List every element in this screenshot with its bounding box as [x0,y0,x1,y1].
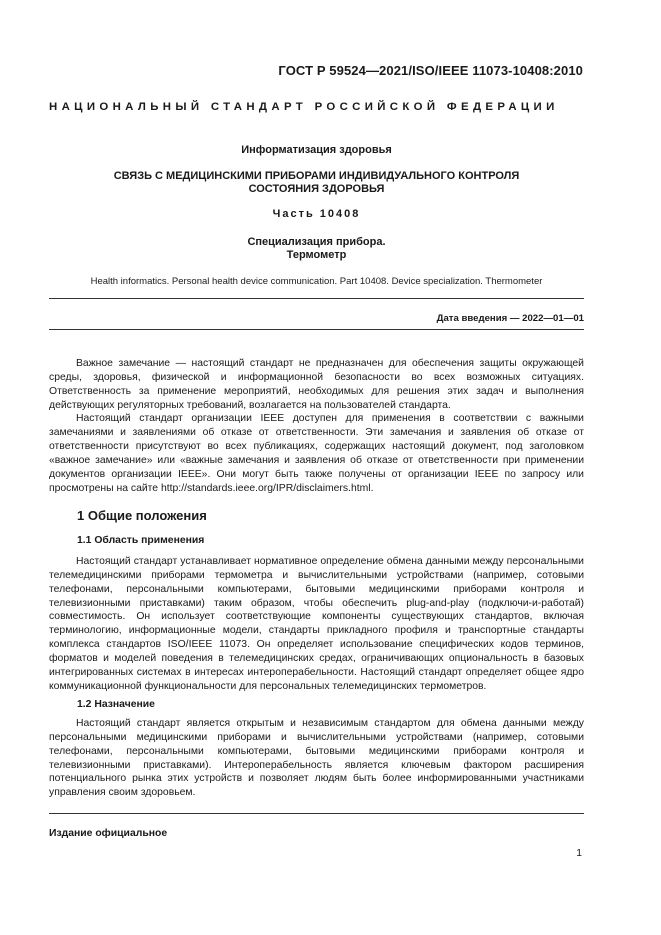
document-title [49,170,584,196]
section-1-2-heading: 1.2 Назначение [77,699,155,710]
section-1-1-body [49,555,584,693]
standard-number: ГОСТ Р 59524—2021/ISO/IEEE 11073-10408:2010 [278,63,583,78]
purpose-paragraph: Настоящий стандарт является открытым и независимым стандартом для обмена данными между персональными медицинскими приборами и вычислительными устройствами (например, сотовыми телефонами, персональными компьютерами, бытовыми медицинскими приборами контроля и телевизионными приставками). Интероперабельность является ключевым фактором расширения потенциального рынка этих устройств и позволяет людям быть более информированными участниками управления своим здоровьем. [49,718,584,799]
effective-date: Дата введения — 2022—01—01 [436,313,584,324]
page-number: 1 [576,848,582,859]
date-divider [49,329,584,330]
document-title-line-2: СОСТОЯНИЯ ЗДОРОВЬЯ [248,183,385,195]
scope-paragraph: Настоящий стандарт устанавливает нормативное определение обмена данными между персональными телемедицинскими приборами термометра и вычислительными устройствами (например, сотовыми телефонами, персональными компьютерами, бытовыми медицинскими приборами контроля и телевизионными приставками) таким образом, чтобы обеспечить plug-and-play (подключи-и-работай) совместимость. Он использует соответствующие компоненты существующих стандартов, включая терминологию, информационные модели, стандарты прикладного профиля и транспортные стандарты комплекса стандартов ISO/IEEE 11073. Он определяет использование специфических кодов терминов, форматов и моделей поведения в телемедицинских средах, ограничивающих опциональность в базовых интегрированных системах в интересах интероперабельности. Настоящий стандарт определяет общее ядро коммуникационной функциональности для персональных телемедицинских термометров. [49,556,584,692]
official-edition-label: Издание официальное [49,828,168,839]
document-title-line-1: СВЯЗЬ С МЕДИЦИНСКИМИ ПРИБОРАМИ ИНДИВИДУАЛЬНОГО КОНТРОЛЯ [113,170,520,182]
device-specialization-line-1: Специализация прибора. [247,236,386,248]
intro-section [49,357,584,495]
device-specialization [49,236,584,262]
top-divider [49,298,584,299]
device-specialization-line-2: Термометр [286,249,347,261]
important-notice-paragraph: Важное замечание — настоящий стандарт не предназначен для обеспечения защиты окружающей среды, здоровья, физической и информационной безопасности во всех возможных ситуациях. Ответственность за применение мероприятий, необходимых для решения этих задач и выполнения действующих регуляторных требований, возлагается на пользователей стандарта. [49,358,584,411]
footer-divider [49,813,584,814]
document-topic: Информатизация здоровья [241,144,392,156]
document-part: Часть 10408 [272,208,361,220]
section-1-heading: 1 Общие положения [77,508,207,523]
section-1-2-body [49,717,584,800]
ieee-disclaimer-paragraph: Настоящий стандарт организации IEEE доступен для применения в соответствии с важными замечаниями и заявлениями об отказе от ответственности. Эти замечания и заявления об отказе от ответственности присутствуют во всех публикациях, содержащих настоящий документ, под заголовком «важное замечание» или «важные замечания и заявления об отказе от ответственности при применении документов организации IEEE». Они могут быть также получены от организации IEEE по запросу или просмотрены на сайте http://standards.ieee.org/IPR/disclaimers.html. [49,413,584,494]
section-1-1-heading: 1.1 Область применения [77,535,205,546]
english-title: Health informatics. Personal health device communication. Part 10408. Device specialization. Thermometer [90,276,543,287]
national-standard-heading: НАЦИОНАЛЬНЫЙ СТАНДАРТ РОССИЙСКОЙ ФЕДЕРАЦИИ [49,101,559,113]
